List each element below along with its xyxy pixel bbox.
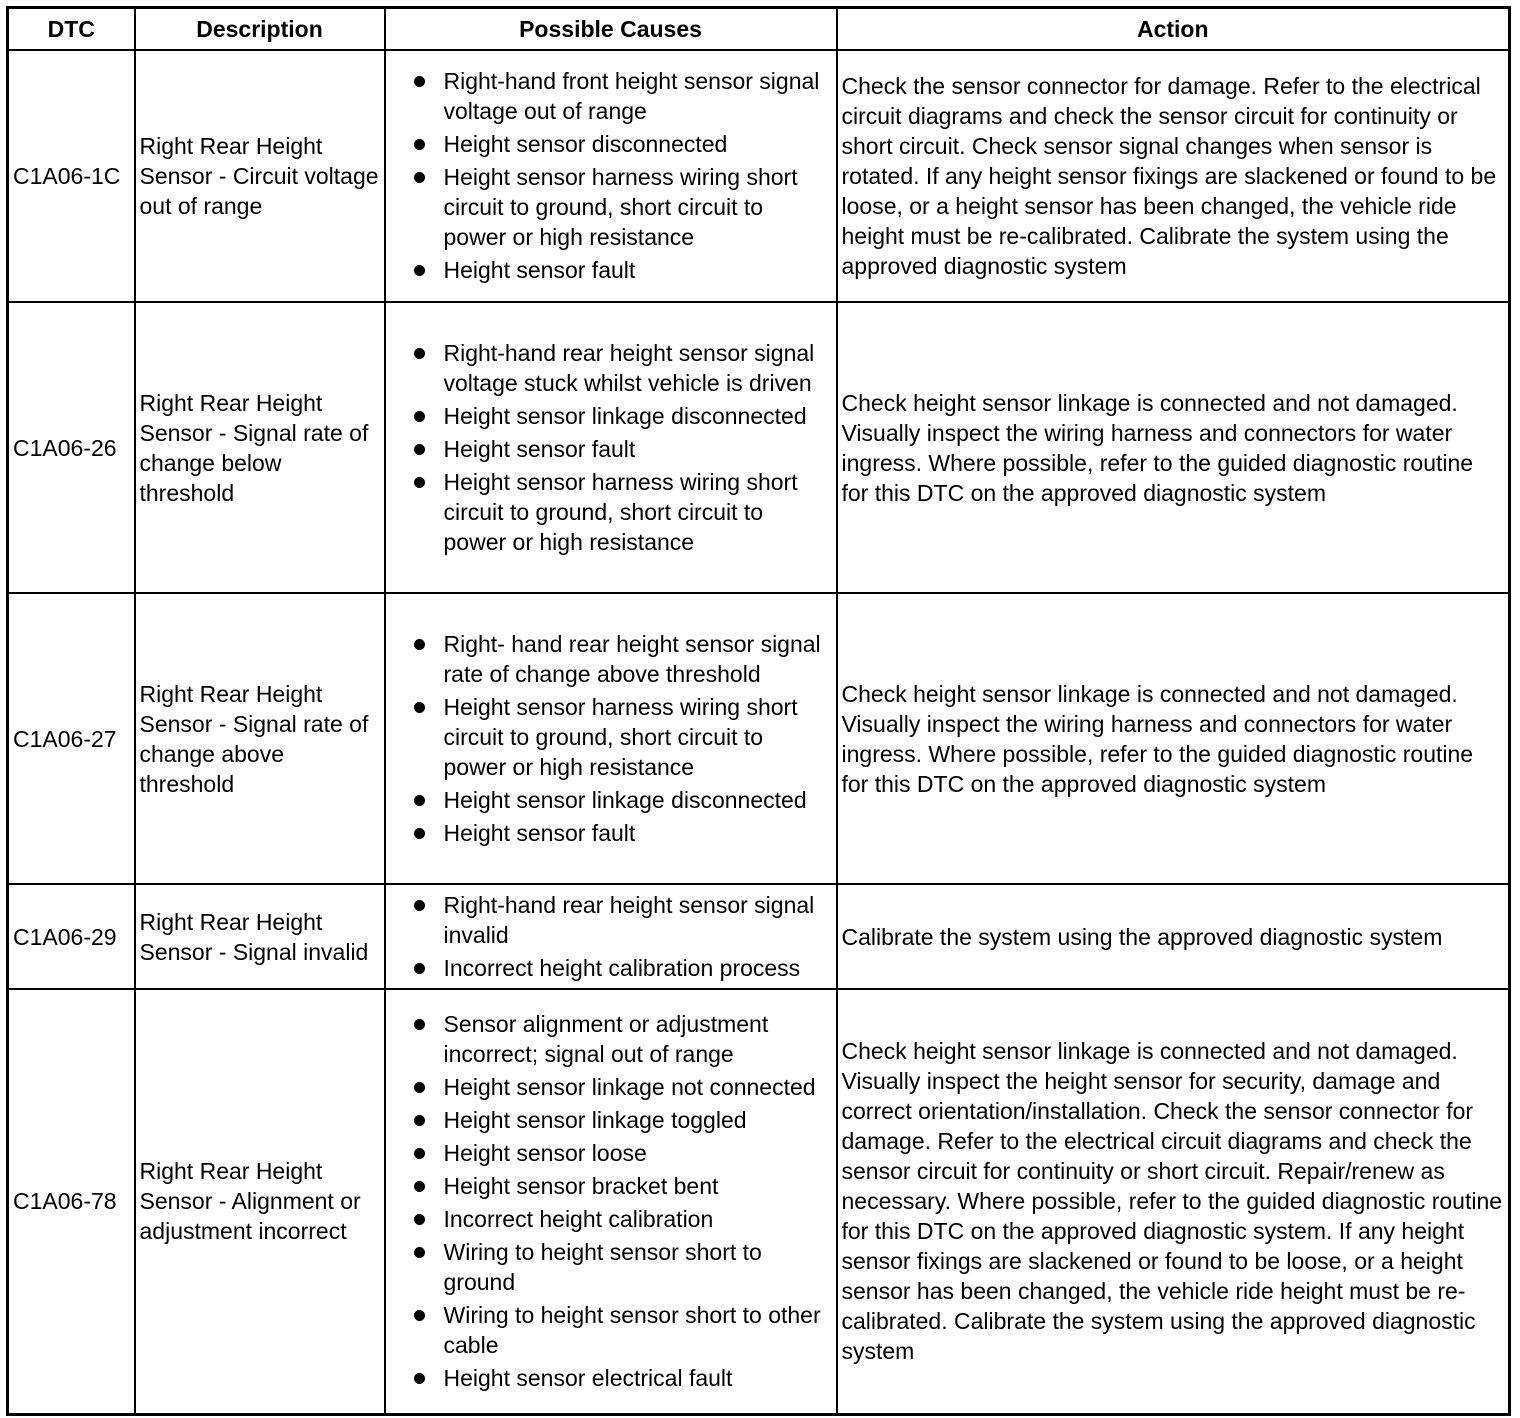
cause-item: Height sensor fault [390,255,832,285]
dtc-description: Right Rear Height Sensor - Circuit voltage out of range [135,50,385,302]
cause-item: Height sensor fault [390,818,832,848]
cause-item: Height sensor electrical fault [390,1363,832,1393]
table-row [8,884,1510,989]
cause-item: Height sensor harness wiring short circuit to ground, short circuit to power or high resistance [390,162,832,252]
dtc-code: C1A06-26 [8,302,135,593]
cause-item: Wiring to height sensor short to ground [390,1237,832,1297]
dtc-description: Right Rear Height Sensor - Signal invalid [135,884,385,989]
cause-item: Height sensor linkage disconnected [390,401,832,431]
dtc-description: Right Rear Height Sensor - Alignment or adjustment incorrect [135,989,385,1414]
causes-list [390,890,832,983]
possible-causes-cell [385,50,837,302]
header-dtc: DTC [8,8,135,51]
cause-item: Height sensor linkage toggled [390,1105,832,1135]
cause-item: Right-hand rear height sensor signal voltage stuck whilst vehicle is driven [390,338,832,398]
header-row [8,8,1510,51]
cause-item: Incorrect height calibration process [390,953,832,983]
dtc-code: C1A06-27 [8,593,135,884]
header-action: Action [837,8,1510,51]
cause-item: Right-hand front height sensor signal voltage out of range [390,66,832,126]
dtc-action: Calibrate the system using the approved diagnostic system [837,884,1510,989]
dtc-code: C1A06-29 [8,884,135,989]
possible-causes-cell [385,989,837,1414]
causes-list [390,66,832,285]
header-possible-causes: Possible Causes [385,8,837,51]
dtc-action: Check height sensor linkage is connected and not damaged. Visually inspect the wiring harness and connectors for water ingress. Where possible, refer to the guided diagnostic routine for this DTC on the approved diagnostic system [837,302,1510,593]
cause-item: Right- hand rear height sensor signal rate of change above threshold [390,629,832,689]
dtc-action: Check height sensor linkage is connected and not damaged. Visually inspect the wiring harness and connectors for water ingress. Where possible, refer to the guided diagnostic routine for this DTC on the approved diagnostic system [837,593,1510,884]
causes-list [390,1009,832,1393]
cause-item: Height sensor loose [390,1138,832,1168]
dtc-code: C1A06-1C [8,50,135,302]
cause-item: Sensor alignment or adjustment incorrect; signal out of range [390,1009,832,1069]
cause-item: Height sensor bracket bent [390,1171,832,1201]
dtc-code: C1A06-78 [8,989,135,1414]
possible-causes-cell [385,593,837,884]
dtc-table [6,6,1511,1416]
cause-item: Incorrect height calibration [390,1204,832,1234]
cause-item: Height sensor harness wiring short circuit to ground, short circuit to power or high resistance [390,467,832,557]
dtc-action: Check height sensor linkage is connected and not damaged. Visually inspect the height sensor for security, damage and correct orientation/installation. Check the sensor connector for damage. Refer to the electrical circuit diagrams and check the sensor circuit for continuity or short circuit. Repair/renew as necessary. Where possible, refer to the guided diagnostic routine for this DTC on the approved diagnostic system. If any height sensor fixings are slackened or found to be loose, or a height sensor has been changed, the vehicle ride height must be re-calibrated. Calibrate the system using the approved diagnostic system [837,989,1510,1414]
dtc-action: Check the sensor connector for damage. Refer to the electrical circuit diagrams and check the sensor circuit for continuity or short circuit. Check sensor signal changes when sensor is rotated. If any height sensor fixings are slackened or found to be loose, or a height sensor has been changed, the vehicle ride height must be re-calibrated. Calibrate the system using the approved diagnostic system [837,50,1510,302]
possible-causes-cell [385,884,837,989]
cause-item: Height sensor disconnected [390,129,832,159]
cause-item: Wiring to height sensor short to other cable [390,1300,832,1360]
cause-item: Height sensor linkage not connected [390,1072,832,1102]
cause-item: Height sensor linkage disconnected [390,785,832,815]
dtc-description: Right Rear Height Sensor - Signal rate of change above threshold [135,593,385,884]
causes-list [390,338,832,557]
table-row [8,302,1510,593]
causes-list [390,629,832,848]
table-row [8,50,1510,302]
possible-causes-cell [385,302,837,593]
table-row [8,593,1510,884]
cause-item: Height sensor fault [390,434,832,464]
dtc-description: Right Rear Height Sensor - Signal rate of change below threshold [135,302,385,593]
cause-item: Height sensor harness wiring short circuit to ground, short circuit to power or high resistance [390,692,832,782]
header-description: Description [135,8,385,51]
table-row [8,989,1510,1414]
cause-item: Right-hand rear height sensor signal invalid [390,890,832,950]
